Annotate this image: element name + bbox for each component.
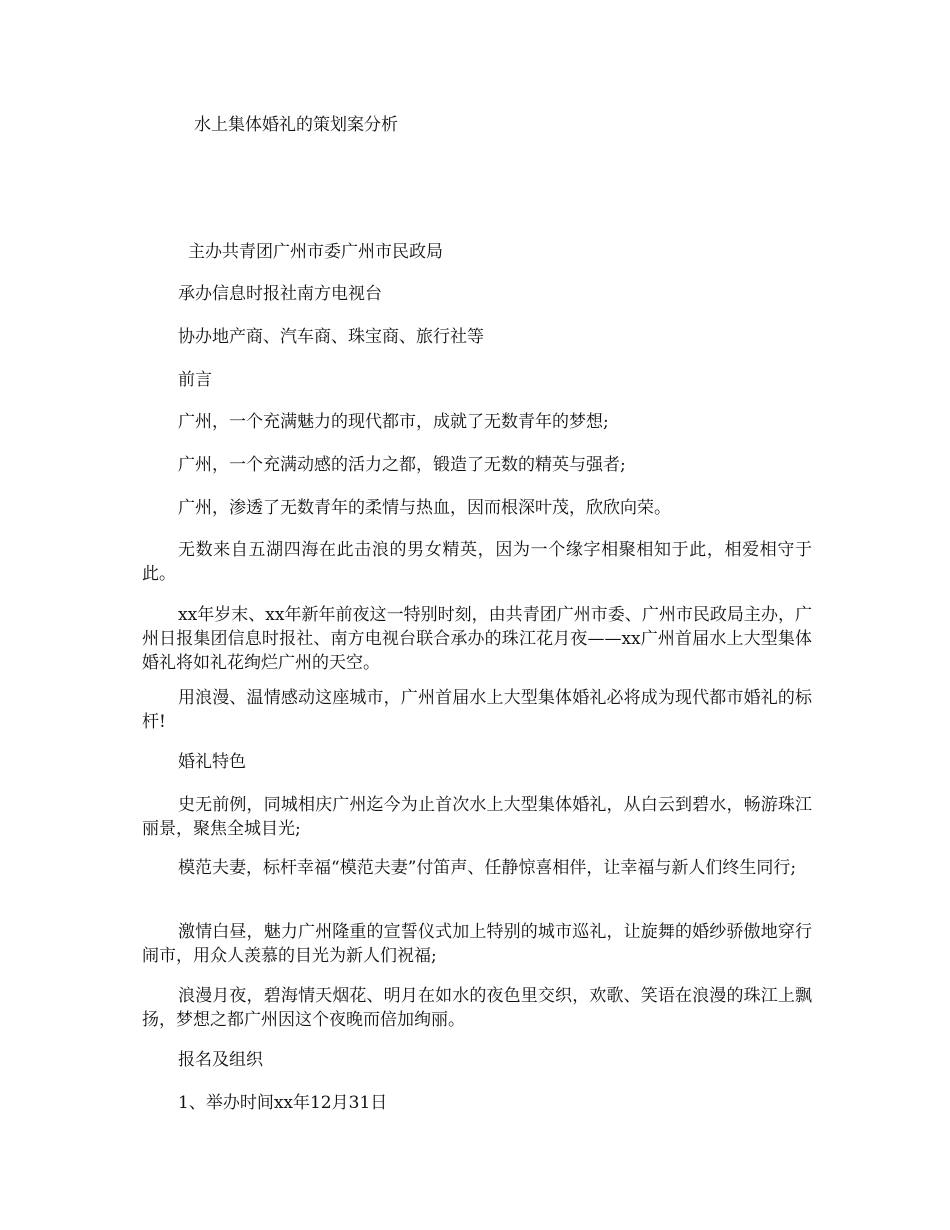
registration-heading: 报名及组织: [178, 1050, 263, 1070]
feature-2: 模范夫妻，标杆幸福“模范夫妻”付笛声、任静惊喜相伴，让幸福与新人们终生同行;: [178, 858, 797, 878]
organizer-line: 承办信息时报社南方电视台: [178, 284, 382, 304]
host-line: 主办共青团广州市委广州市民政局: [188, 242, 443, 262]
feature-3: 激情白昼，魅力广州隆重的宣誓仪式加上特别的城市巡礼，让旋舞的婚纱骄傲地穿行闹市，用众人羡慕的目光为新人们祝福;: [142, 922, 812, 966]
paragraph-2: xx年岁末、xx年新年前夜这一特别时刻，由共青团广州市委、广州市民政局主办，广州日报集团信息时报社、南方电视台联合承办的珠江花月夜——xx广州首届水上大型集体婚礼将如礼花绚烂广州的天空。: [142, 605, 812, 673]
preface-line-3: 广州，渗透了无数青年的柔情与热血，因而根深叶茂，欣欣向荣。: [178, 498, 671, 518]
document-title: 水上集体婚礼的策划案分析: [194, 115, 398, 135]
feature-4: 浪漫月夜，碧海情天烟花、明月在如水的夜色里交织，欢歌、笑语在浪漫的珠江上飘扬，梦想之都广州因这个夜晚而倍加绚丽。: [142, 986, 812, 1030]
paragraph-3: 用浪漫、温情感动这座城市，广州首届水上大型集体婚礼必将成为现代都市婚礼的标杆!: [142, 688, 812, 732]
preface-line-2: 广州，一个充满动感的活力之都，锻造了无数的精英与强者;: [178, 455, 626, 475]
features-heading: 婚礼特色: [178, 752, 246, 772]
paragraph-1: 无数来自五湖四海在此击浪的男女精英，因为一个缘字相聚相知于此，相爱相守于此。: [142, 540, 812, 584]
feature-1: 史无前例，同城相庆广州迄今为止首次水上大型集体婚礼，从白云到碧水，畅游珠江丽景，聚焦全城目光;: [142, 795, 812, 839]
preface-line-1: 广州，一个充满魅力的现代都市，成就了无数青年的梦想;: [178, 412, 609, 432]
preface-heading: 前言: [178, 370, 212, 390]
co-organizer-line: 协办地产商、汽车商、珠宝商、旅行社等: [178, 327, 484, 347]
registration-item-1: 1、举办时间xx年12月31日: [178, 1093, 388, 1113]
